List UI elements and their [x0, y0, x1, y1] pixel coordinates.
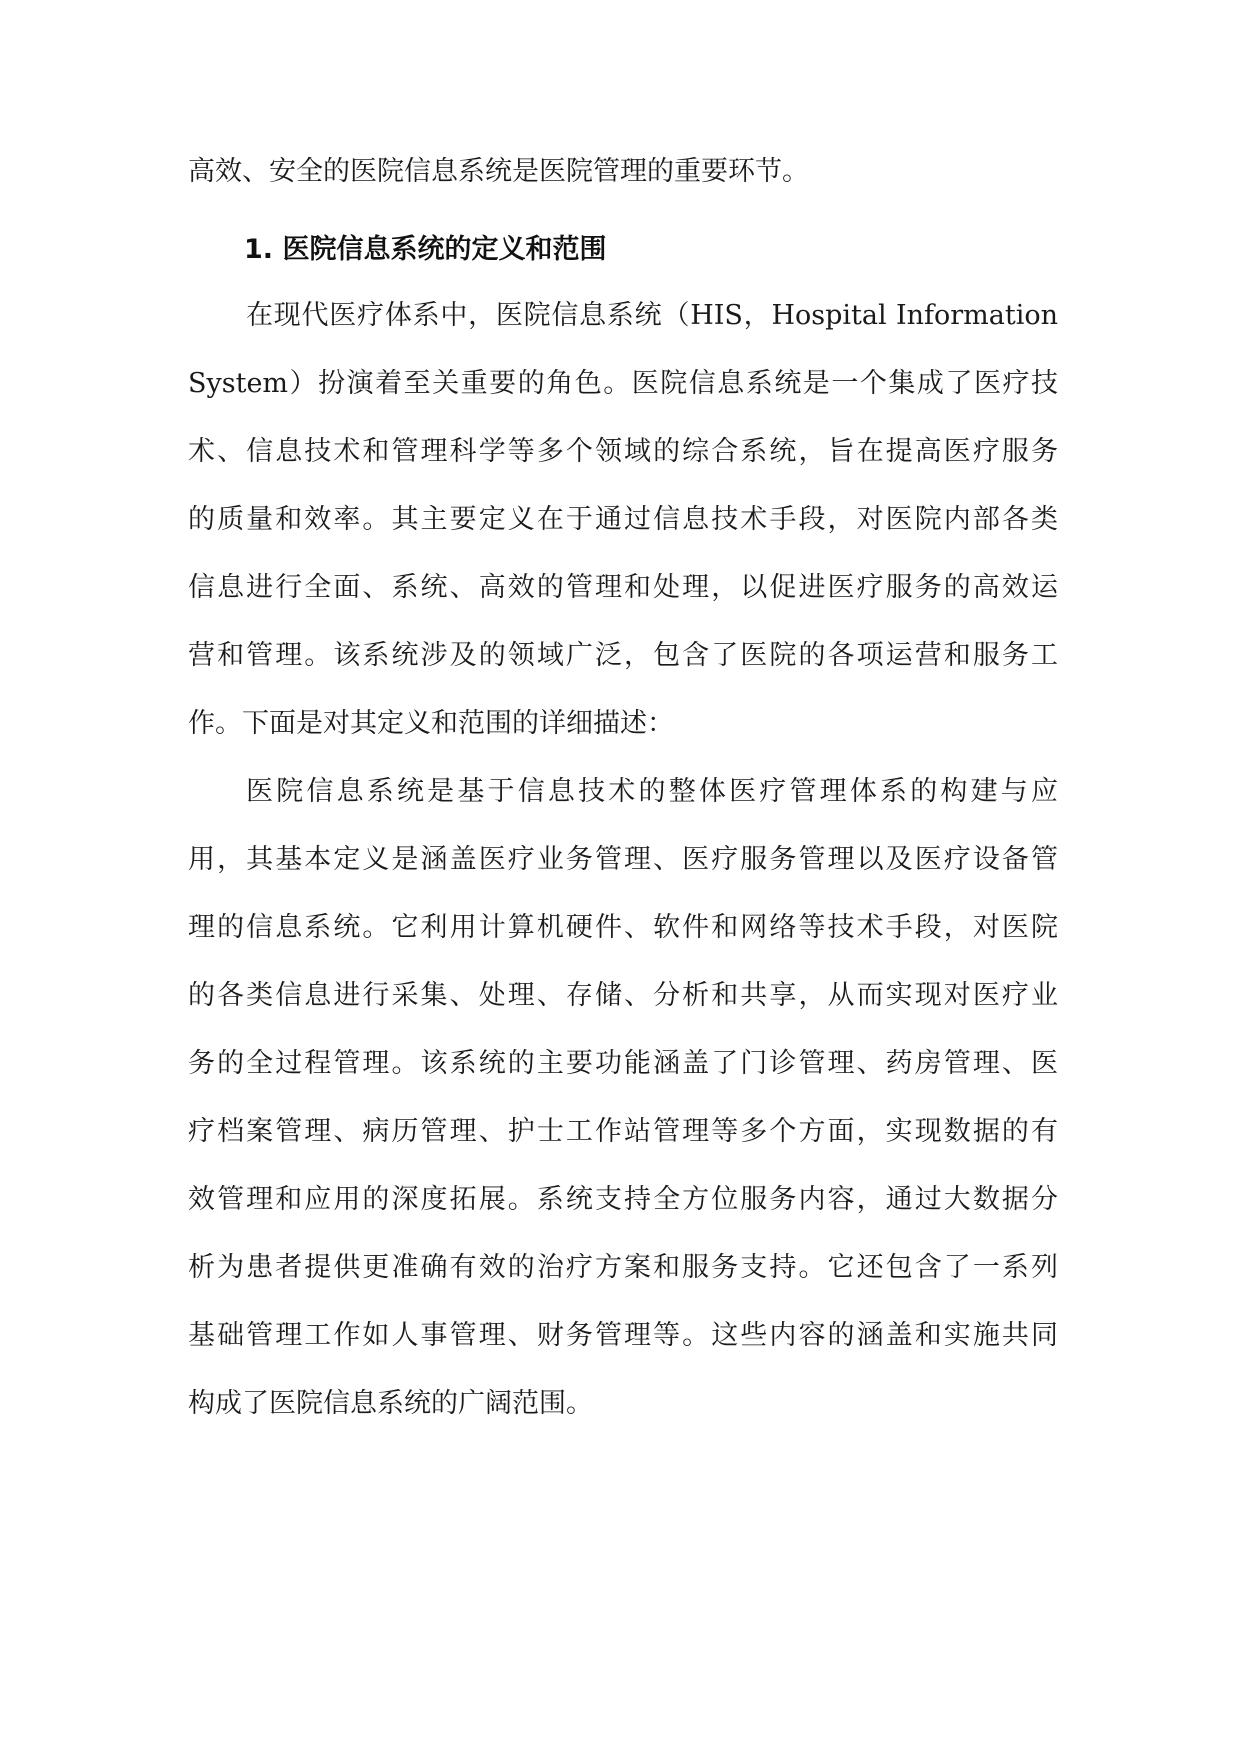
- paragraph-line: 在现代医疗体系中，医院信息系统（HIS，Hospital Information: [246, 300, 1058, 331]
- section-heading: 1. 医院信息系统的定义和范围: [244, 234, 607, 265]
- paragraph-line: 构成了医院信息系统的广阔范围。: [188, 1388, 593, 1419]
- paragraph-line: 析为患者提供更准确有效的治疗方案和服务支持。它还包含了一系列: [188, 1252, 1058, 1283]
- paragraph-line: 务的全过程管理。该系统的主要功能涵盖了门诊管理、药房管理、医: [188, 1048, 1058, 1079]
- paragraph-line: 用，其基本定义是涵盖医疗业务管理、医疗服务管理以及医疗设备管: [188, 844, 1058, 875]
- paragraph-line: 理的信息系统。它利用计算机硬件、软件和网络等技术手段，对医院: [188, 912, 1058, 943]
- paragraph-line: 的质量和效率。其主要定义在于通过信息技术手段，对医院内部各类: [188, 504, 1058, 535]
- paragraph-line: 信息进行全面、系统、高效的管理和处理，以促进医疗服务的高效运: [188, 572, 1058, 603]
- paragraph-line: 疗档案管理、病历管理、护士工作站管理等多个方面，实现数据的有: [188, 1116, 1058, 1147]
- paragraph-line: 效管理和应用的深度拓展。系统支持全方位服务内容，通过大数据分: [188, 1184, 1058, 1215]
- paragraph-line: 术、信息技术和管理科学等多个领域的综合系统，旨在提高医疗服务: [188, 436, 1058, 467]
- paragraph-line: 基础管理工作如人事管理、财务管理等。这些内容的涵盖和实施共同: [188, 1320, 1058, 1351]
- paragraph-line: 医院信息系统是基于信息技术的整体医疗管理体系的构建与应: [246, 776, 1058, 807]
- paragraph-line: 营和管理。该系统涉及的领域广泛，包含了医院的各项运营和服务工: [188, 640, 1058, 671]
- intro-text-line: 高效、安全的医院信息系统是医院管理的重要环节。: [188, 156, 809, 187]
- paragraph-line: 的各类信息进行采集、处理、存储、分析和共享，从而实现对医疗业: [188, 980, 1058, 1011]
- paragraph-line: System）扮演着至关重要的角色。医院信息系统是一个集成了医疗技: [188, 368, 1058, 399]
- paragraph-line: 作。下面是对其定义和范围的详细描述：: [188, 708, 674, 739]
